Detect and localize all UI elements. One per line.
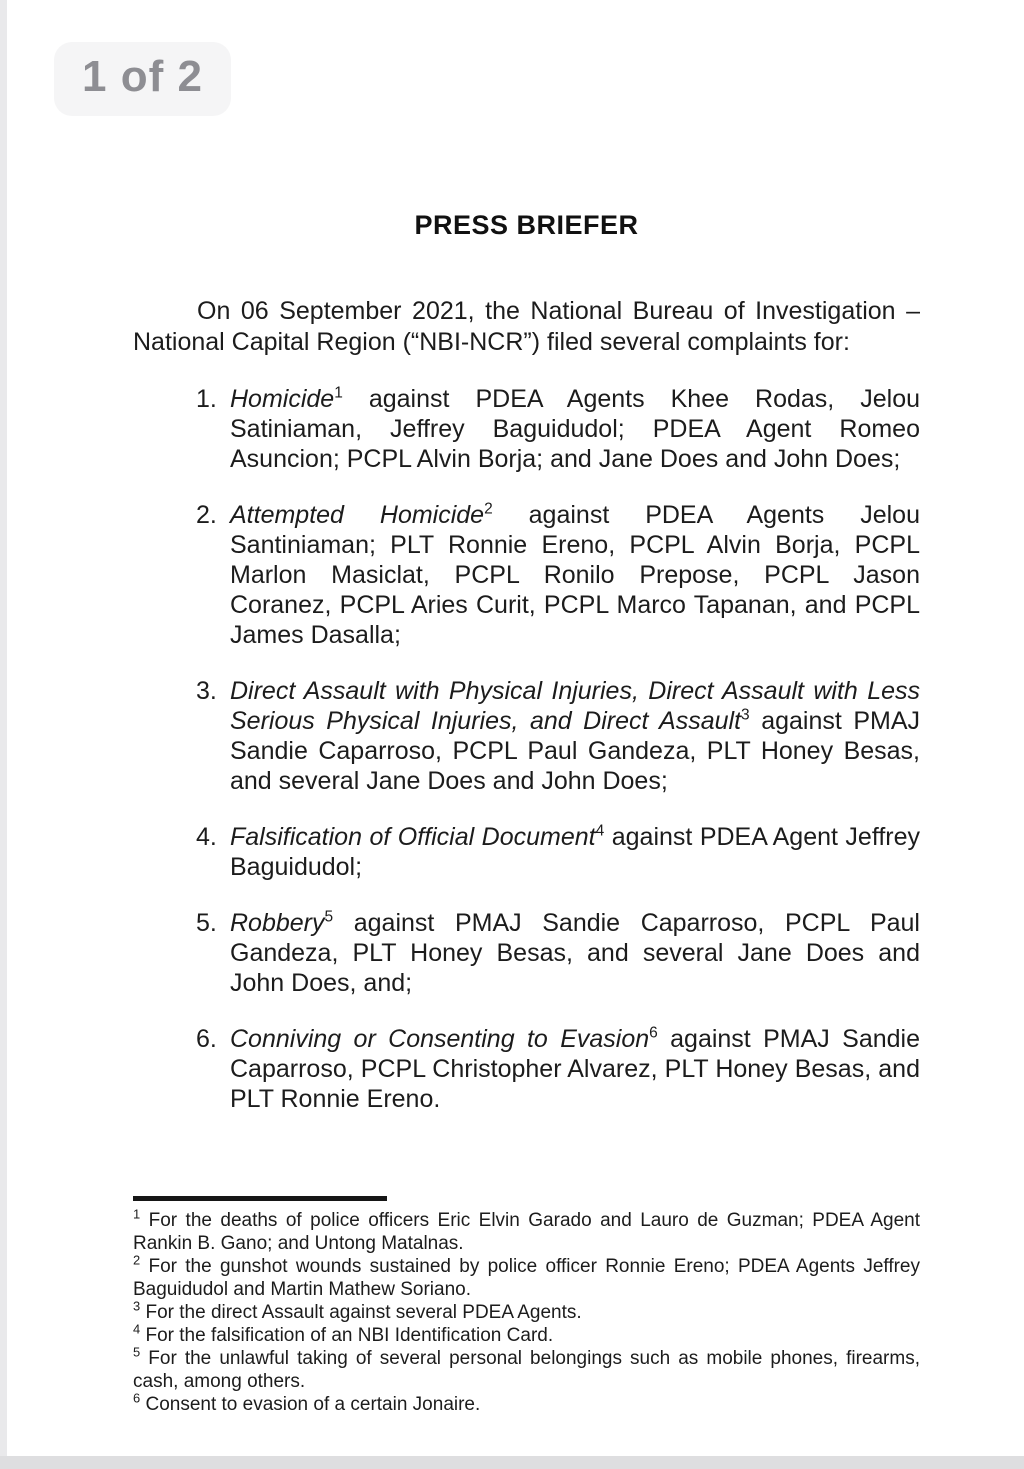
complaint-text: against PDEA Agents Jelou Santiniaman; PLT Ronnie Ereno, PCPL Alvin Borja, PCPL Marlon Masiclat, PCPL Ronilo Prepose, PCPL Jason Coranez, PCPL Aries Curit, PCPL Marco Tapanan, and PCPL James Dasalla; — [230, 501, 920, 649]
footnotes-section — [133, 1206, 921, 1416]
complaint-text: against PDEA Agents Khee Rodas, Jelou Satiniaman, Jeffrey Baguidudol; PDEA Agent Romeo Asuncion; PCPL Alvin Borja; and Jane Does and John Does; — [230, 385, 921, 473]
footnote-3 — [133, 1298, 920, 1324]
footnote-marker: 5 — [133, 1344, 141, 1360]
footnote-ref: 1 — [334, 384, 343, 402]
footnote-text: Consent to evasion of a certain Jonaire. — [145, 1394, 481, 1415]
complaint-number: 5. — [196, 909, 217, 937]
complaint-number: 3. — [196, 677, 217, 705]
complaint-charge: Falsification of Official Document — [230, 823, 596, 851]
footnote-ref: 4 — [595, 822, 605, 840]
page-indicator-badge: 1 of 2 — [54, 42, 231, 116]
complaint-body — [230, 908, 920, 998]
footnote-ref: 3 — [741, 706, 750, 724]
intro-paragraph: On 06 September 2021, the National Bureau of Investigation – National Capital Region (“NBI-NCR”) filed several complaints for: — [133, 297, 920, 356]
footnote-ref: 6 — [649, 1024, 658, 1042]
complaint-number: 4. — [196, 823, 217, 851]
complaint-body — [230, 822, 920, 882]
complaint-number: 2. — [196, 501, 217, 529]
complaint-charge: Attempted Homicide — [230, 501, 485, 529]
complaint-charge: Conniving or Consenting to Evasion — [230, 1025, 650, 1053]
footnote-separator — [133, 1196, 387, 1201]
footnote-marker: 2 — [133, 1252, 141, 1268]
document-content — [0, 210, 1024, 1416]
footnote-1 — [133, 1206, 921, 1255]
complaint-text: against PDEA Agent Jeffrey Baguidudol; — [230, 823, 920, 881]
complaint-body — [230, 500, 920, 650]
footnote-text: For the falsification of an NBI Identification Card. — [145, 1325, 554, 1346]
complaint-body — [230, 1024, 920, 1114]
complaint-charge: Robbery — [230, 909, 325, 937]
complaint-body — [230, 384, 920, 474]
footnote-text: For the gunshot wounds sustained by police officer Ronnie Ereno; PDEA Agents Jeffrey Baguidudol and Martin Mathew Soriano. — [133, 1256, 921, 1300]
footnote-6 — [133, 1390, 920, 1416]
footnote-2 — [133, 1252, 921, 1301]
footnote-text: For the direct Assault against several PDEA Agents. — [145, 1302, 582, 1323]
complaint-item-3 — [196, 676, 920, 796]
footnote-text: For the unlawful taking of several personal belongings such as mobile phones, firearms, cash, among others. — [133, 1348, 920, 1392]
footnote-marker: 3 — [133, 1298, 141, 1314]
footnote-marker: 1 — [133, 1206, 141, 1222]
complaint-item-4 — [196, 822, 920, 882]
footnote-text: For the deaths of police officers Eric Elvin Garado and Lauro de Guzman; PDEA Agent Rankin B. Gano; and Untong Matalnas. — [133, 1210, 921, 1254]
complaint-charge: Direct Assault with Physical Injuries, Direct Assault with Less Serious Physical Injuries, and Direct Assault — [230, 677, 920, 735]
footnote-marker: 6 — [133, 1390, 141, 1406]
footnote-marker: 4 — [133, 1321, 141, 1337]
complaint-item-5 — [196, 908, 920, 998]
footnote-5 — [133, 1344, 920, 1393]
footnote-4 — [133, 1321, 920, 1347]
footnote-ref: 5 — [324, 908, 334, 926]
complaint-number: 6. — [196, 1025, 217, 1053]
complaint-text: against PMAJ Sandie Caparroso, PCPL Paul Gandeza, PLT Honey Besas, and several Jane Does and John Does, and; — [230, 909, 920, 997]
complaint-text: against PMAJ Sandie Caparroso, PCPL Paul Gandeza, PLT Honey Besas, and several Jane Does and John Does; — [230, 707, 920, 795]
complaint-text: against PMAJ Sandie Caparroso, PCPL Christopher Alvarez, PLT Honey Besas, and PLT Ronnie Ereno. — [230, 1025, 921, 1113]
complaint-charge: Homicide — [230, 385, 335, 413]
complaint-item-6 — [196, 1024, 920, 1114]
complaint-number: 1. — [196, 385, 217, 413]
complaints-list — [133, 384, 920, 1114]
viewer-bottom-strip — [0, 1456, 1024, 1469]
complaint-body — [230, 676, 920, 796]
footnote-ref: 2 — [484, 500, 493, 518]
document-title: PRESS BRIEFER — [414, 210, 639, 240]
complaint-item-1 — [196, 384, 920, 474]
complaint-item-2 — [196, 500, 920, 650]
